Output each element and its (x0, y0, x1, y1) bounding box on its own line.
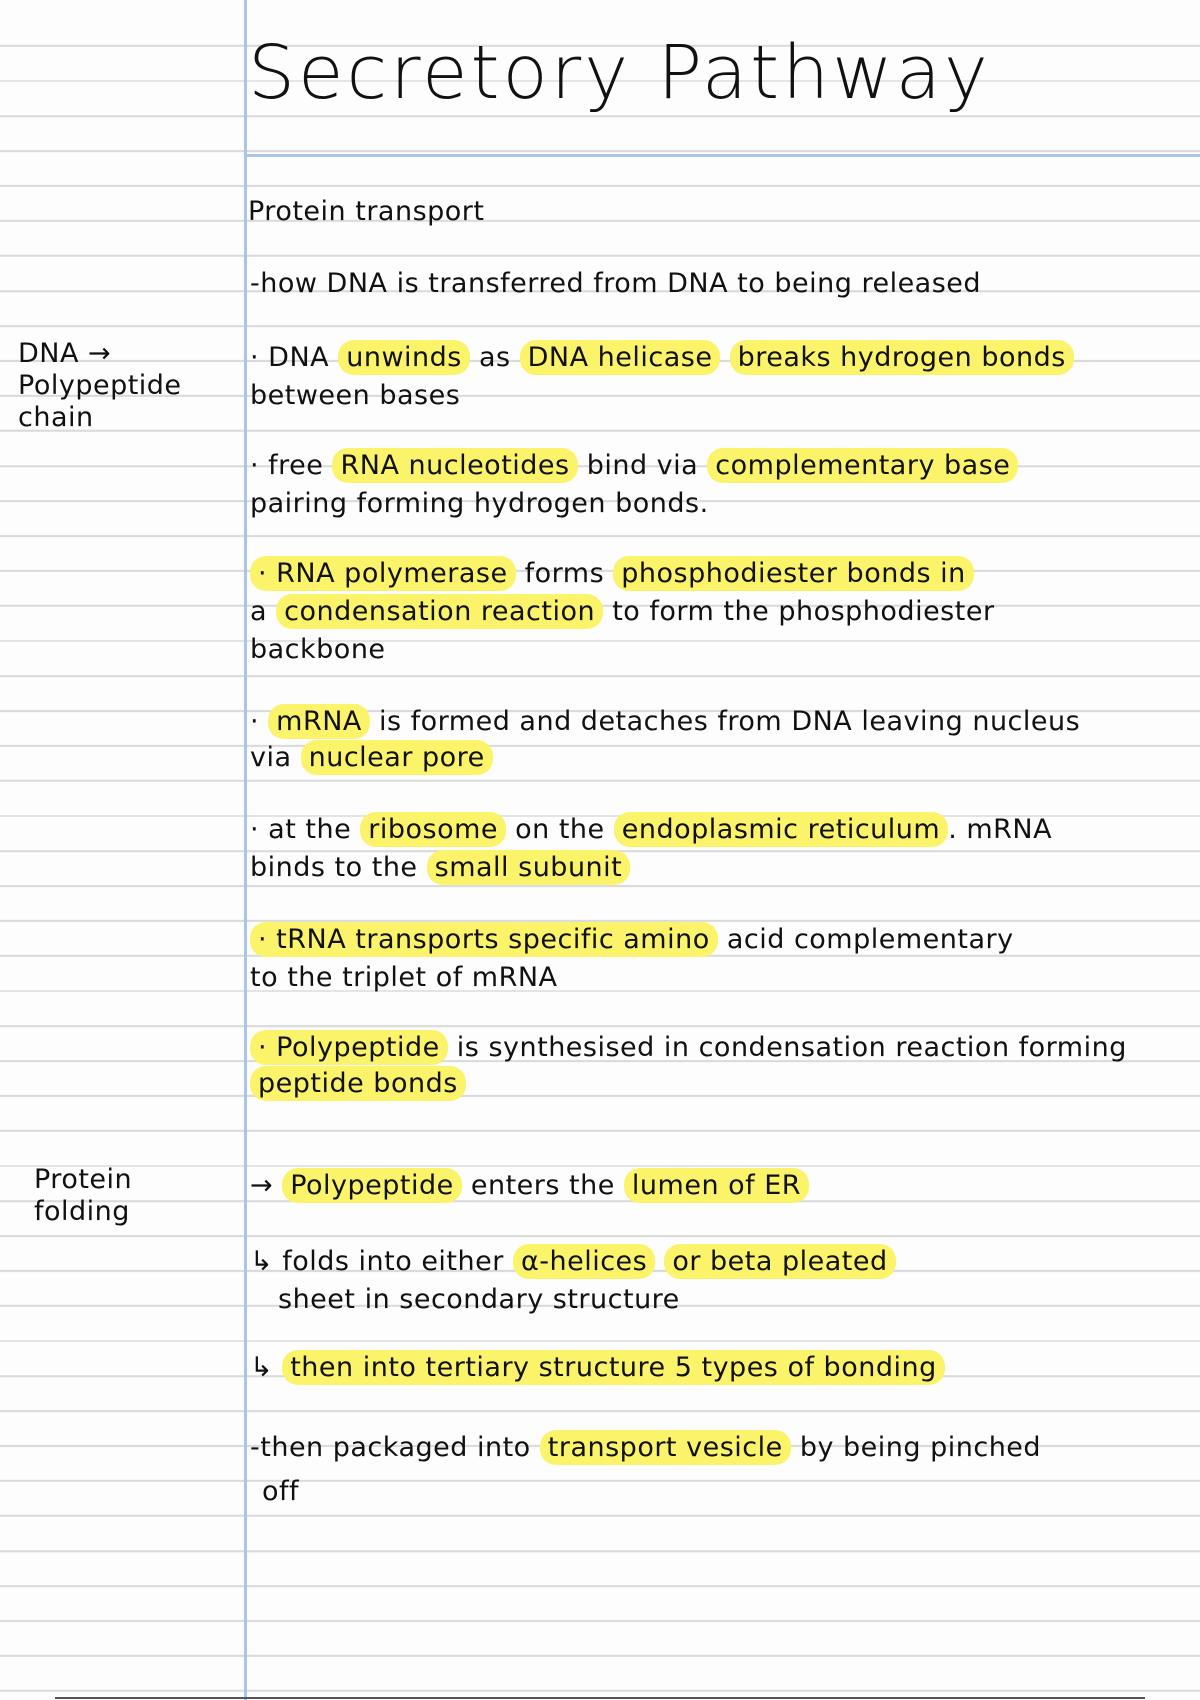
note-line (250, 852, 630, 883)
note-text: ↳ folds into either (250, 1246, 513, 1277)
note-text: to form the phosphodiester (603, 596, 995, 627)
highlighted-text: phosphodiester bonds in (613, 556, 973, 591)
note-line (250, 1170, 809, 1201)
highlighted-text: unwinds (338, 340, 470, 375)
note-text: · at the (250, 814, 361, 845)
highlighted-text: then into tertiary structure 5 types of bonding (282, 1350, 945, 1385)
note-text: is synthesised in condensation reaction forming (447, 1032, 1127, 1063)
margin-line (244, 0, 247, 1700)
page-title: Secretory Pathway (248, 30, 991, 116)
note-text: sheet in secondary structure (278, 1284, 680, 1315)
note-text: → (250, 1170, 283, 1201)
note-line (250, 742, 493, 773)
note-text: a (250, 596, 277, 627)
note-text: binds to the (250, 852, 427, 883)
section-heading: Protein transport (248, 196, 485, 227)
highlighted-text: · RNA polymerase (250, 556, 516, 591)
highlighted-text: lumen of ER (624, 1168, 809, 1203)
note-text: -then packaged into (250, 1432, 540, 1463)
note-text: as (469, 342, 520, 373)
note-text: on the (506, 814, 614, 845)
highlighted-text: ribosome (360, 812, 506, 847)
highlighted-text: nuclear pore (301, 740, 493, 775)
highlighted-text: or beta pleated (664, 1244, 895, 1279)
highlighted-text: Polypeptide (282, 1168, 462, 1203)
note-text (655, 1246, 664, 1277)
highlighted-text: α-helices (513, 1244, 655, 1279)
note-line (250, 634, 386, 665)
note-text: bind via (577, 450, 708, 481)
note-line (250, 814, 1052, 845)
note-line (278, 1284, 680, 1315)
side-note-folding: Protein folding (34, 1164, 133, 1227)
note-line (250, 1068, 466, 1099)
note-line (250, 488, 709, 519)
highlighted-text: endoplasmic reticulum (614, 812, 948, 847)
note-line (250, 558, 974, 589)
note-line (250, 924, 1014, 955)
highlighted-text: DNA helicase (520, 340, 721, 375)
note-line (250, 1246, 896, 1277)
note-text: · DNA (250, 342, 339, 373)
note-line (250, 1032, 1127, 1063)
note-line (250, 1432, 1041, 1463)
note-text (720, 342, 729, 373)
bottom-rule (55, 1697, 1145, 1699)
highlighted-text: complementary base (707, 448, 1018, 483)
highlighted-text: breaks hydrogen bonds (730, 340, 1074, 375)
title-underline (244, 154, 1200, 157)
note-line (250, 1352, 945, 1383)
highlighted-text: RNA nucleotides (332, 448, 577, 483)
note-line (250, 596, 995, 627)
note-text: off (262, 1476, 300, 1507)
note-text: is formed and detaches from DNA leaving nucleus (369, 706, 1081, 737)
note-line (250, 380, 460, 411)
note-text: -how DNA is transferred from DNA to being released (250, 268, 982, 299)
note-text: · free (250, 450, 333, 481)
note-line (250, 342, 1074, 373)
note-text: ↳ (250, 1352, 283, 1383)
highlighted-text: condensation reaction (276, 594, 603, 629)
highlighted-text: small subunit (427, 850, 631, 885)
highlighted-text: · Polypeptide (250, 1030, 448, 1065)
note-text: . mRNA (948, 814, 1053, 845)
note-text: to the triplet of mRNA (250, 962, 558, 993)
note-text: acid complementary (717, 924, 1014, 955)
note-text: via (250, 742, 301, 773)
note-text: backbone (250, 634, 386, 665)
note-line (250, 706, 1080, 737)
note-line (262, 1476, 299, 1507)
note-line (250, 450, 1018, 481)
note-text: by being pinched (790, 1432, 1042, 1463)
highlighted-text: peptide bonds (250, 1066, 466, 1101)
note-line (250, 268, 981, 299)
highlighted-text: mRNA (268, 704, 370, 739)
side-note-dna: DNA → Polypeptide chain (18, 338, 182, 433)
highlighted-text: · tRNA transports specific amino (250, 922, 718, 957)
note-text: · (250, 706, 269, 737)
note-text: pairing forming hydrogen bonds. (250, 488, 709, 519)
highlighted-text: transport vesicle (540, 1430, 791, 1465)
note-text: between bases (250, 380, 461, 411)
note-line (250, 962, 558, 993)
note-text: enters the (461, 1170, 624, 1201)
note-text: forms (515, 558, 614, 589)
